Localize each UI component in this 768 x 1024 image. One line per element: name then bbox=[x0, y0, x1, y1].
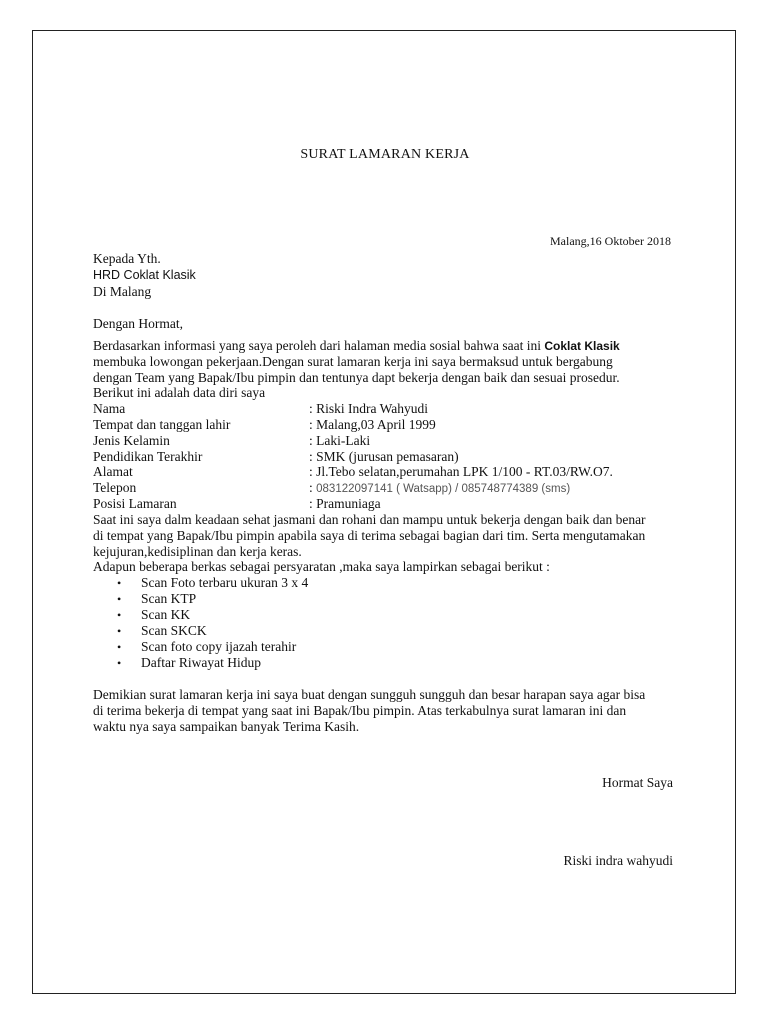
letter-title: SURAT LAMARAN KERJA bbox=[300, 147, 470, 162]
para2-line-1: Saat ini saya dalm keadaan sehat jasmani dan rohani dan mampu untuk bekerja dengan baik dan benar bbox=[93, 512, 646, 527]
field-value-phone bbox=[309, 480, 570, 497]
intro-line-3: dengan Team yang Bapak/Ibu pimpin dan tentunya dapt bekerja dengan baik dan sesuai prosedur. bbox=[93, 370, 620, 385]
company-name: Coklat Klasik bbox=[544, 339, 620, 353]
letter-date: Malang,16 Oktober 2018 bbox=[550, 234, 671, 248]
field-label: Telepon bbox=[93, 480, 137, 495]
field-label: Tempat dan tanggan lahir bbox=[93, 417, 231, 432]
recipient-line-1: Kepada Yth. bbox=[93, 251, 161, 266]
field-value: : Laki-Laki bbox=[309, 433, 371, 448]
phone-numbers: 083122097141 ( Watsapp) / 085748774389 (sms) bbox=[316, 483, 571, 495]
field-label: Posisi Lamaran bbox=[93, 496, 177, 511]
field-label: Alamat bbox=[93, 464, 133, 479]
signature-name: Riski indra wahyudi bbox=[563, 853, 673, 868]
para2-line-3: kejujuran,kedisiplinan dan kerja keras. bbox=[93, 544, 302, 559]
closing-line-2: di terima bekerja di tempat yang saat ini Bapak/Ibu pimpin. Atas terkabulnya surat lamaran ini dan bbox=[93, 703, 627, 718]
closing-line-3: waktu nya saya sampaikan banyak Terima Kasih. bbox=[93, 719, 360, 734]
intro-line-4: Berikut ini adalah data diri saya bbox=[93, 385, 266, 400]
bullet-icon: • bbox=[117, 576, 122, 590]
phone-prefix: : bbox=[309, 480, 317, 495]
bullet-icon: • bbox=[117, 608, 122, 622]
signoff: Hormat Saya bbox=[602, 775, 673, 790]
closing-line-1: Demikian surat lamaran kerja ini saya buat dengan sungguh sungguh dan besar harapan saya agar bisa bbox=[93, 687, 646, 702]
list-item: Scan KK bbox=[141, 607, 191, 622]
field-value: : Malang,03 April 1999 bbox=[309, 417, 436, 432]
list-item: Daftar Riwayat Hidup bbox=[141, 655, 261, 670]
list-item: Scan SKCK bbox=[141, 623, 207, 638]
field-label: Pendidikan Terakhir bbox=[93, 449, 203, 464]
intro-line-2: membuka lowongan pekerjaan.Dengan surat lamaran kerja ini saya bermaksud untuk bergabung bbox=[93, 354, 613, 369]
intro-line-1-text: Berdasarkan informasi yang saya peroleh dari halaman media sosial bahwa saat ini bbox=[93, 338, 541, 353]
field-label: Nama bbox=[93, 401, 126, 416]
list-item: Scan Foto terbaru ukuran 3 x 4 bbox=[141, 575, 309, 590]
field-label: Jenis Kelamin bbox=[93, 433, 170, 448]
list-item: Scan foto copy ijazah terahir bbox=[141, 639, 297, 654]
field-value: : Jl.Tebo selatan,perumahan LPK 1/100 - RT.03/RW.O7. bbox=[309, 464, 613, 479]
para2-line-2: di tempat yang Bapak/Ibu pimpin apabila saya di terima sebagai bagian dari tim. Serta mengutamakan bbox=[93, 528, 646, 543]
recipient-line-2: HRD Coklat Klasik bbox=[93, 268, 196, 282]
bullet-icon: • bbox=[117, 624, 122, 638]
bullet-icon: • bbox=[117, 640, 122, 654]
field-value: : Pramuniaga bbox=[309, 496, 381, 511]
greeting: Dengan Hormat, bbox=[93, 316, 183, 331]
intro-line-1 bbox=[93, 338, 620, 354]
field-value: : Riski Indra Wahyudi bbox=[309, 401, 429, 416]
list-item: Scan KTP bbox=[141, 591, 197, 606]
field-value: : SMK (jurusan pemasaran) bbox=[309, 449, 459, 464]
letter-page bbox=[32, 30, 736, 994]
para2-line-4: Adapun beberapa berkas sebagai persyaratan ,maka saya lampirkan sebagai berikut : bbox=[93, 559, 550, 574]
bullet-icon: • bbox=[117, 592, 122, 606]
recipient-line-3: Di Malang bbox=[93, 284, 152, 299]
bullet-icon: • bbox=[117, 656, 122, 670]
